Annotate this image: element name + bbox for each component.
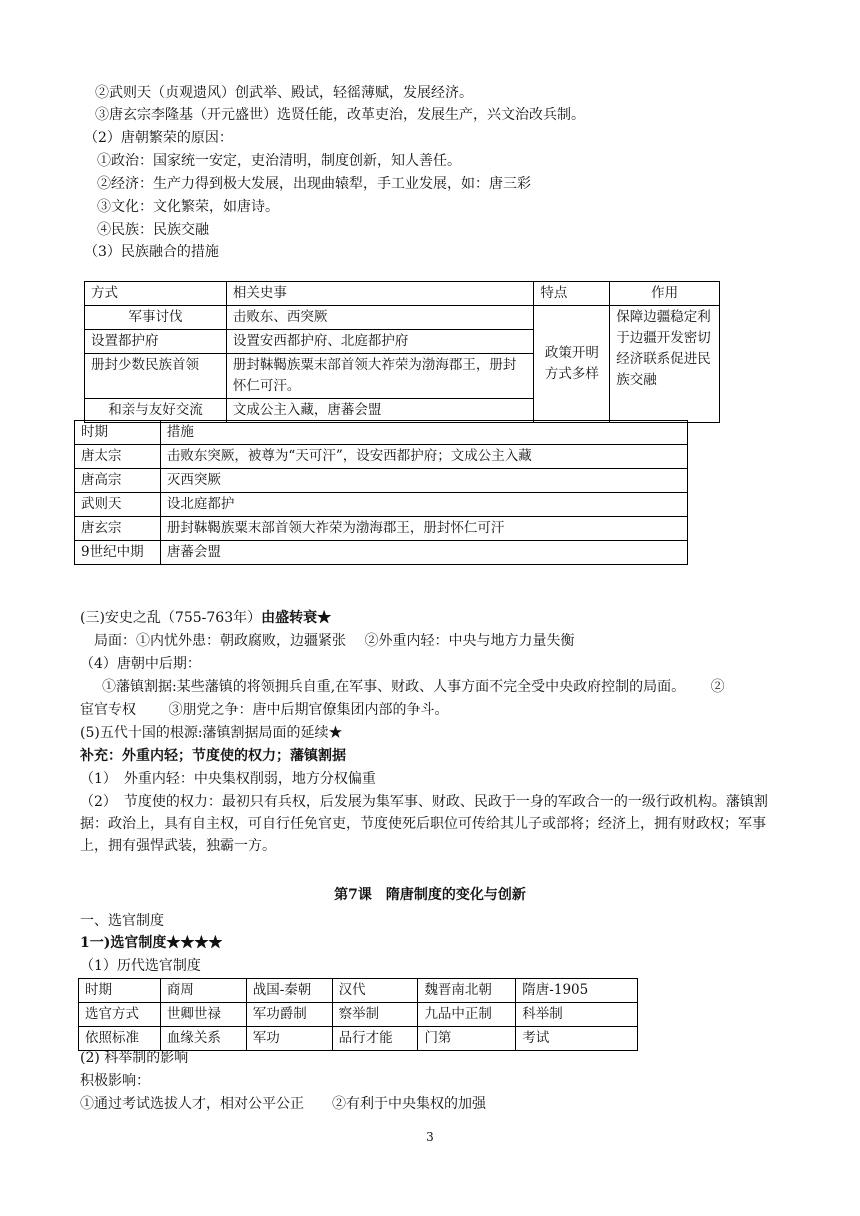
table-cell: 册封靺鞨族粟末部首领大祚荣为渤海郡王，册封怀仁可汗。 — [226, 354, 534, 399]
table-cell: 世卿世禄 — [160, 1003, 246, 1027]
feature-cell: 政策开明方式多样 — [534, 306, 610, 423]
text-line: ③文化：文化繁荣，如唐诗。 — [97, 199, 279, 215]
table-header: 特点 — [534, 282, 610, 306]
table-cell: 唐蕃会盟 — [160, 541, 687, 565]
effect-cell: 保障边疆稳定利于边疆开发密切经济联系促进民族交融 — [610, 306, 720, 423]
section-heading-emphasis: 由盛转衰★ — [261, 610, 332, 626]
table-cell: 军功爵制 — [246, 1003, 332, 1027]
text-line: ③唐玄宗李隆基（开元盛世）选贤任能，改革吏治，发展生产，兴文治改兵制。 — [95, 107, 585, 123]
text-line: （1）历代选官制度 — [80, 958, 201, 974]
table-cell: 和亲与友好交流 — [85, 399, 227, 423]
table-cell: 灭西突厥 — [160, 469, 687, 493]
table-cell: 9世纪中期 — [75, 541, 161, 565]
sub-heading: 1一)选官制度★★★★ — [80, 935, 223, 951]
text-line: ②武则天（贞观遗风）创武举、殿试，轻徭薄赋，发展经济。 — [95, 85, 473, 101]
table-header: 措施 — [160, 421, 687, 445]
table-cell: 科举制 — [516, 1003, 638, 1027]
table-cell: 汉代 — [332, 979, 418, 1003]
table-cell: 魏晋南北朝 — [418, 979, 516, 1003]
table-header: 作用 — [610, 282, 720, 306]
table-cell: 隋唐-1905 — [516, 979, 638, 1003]
table-cell: 时期 — [79, 979, 161, 1003]
paragraph: （2） 节度使的权力：最初只有兵权，后发展为集军事、财政、民政于一身的军政合一的一级行政机构。藩镇割据：政治上，具有自主权，可自行任免官吏，节度使死后职位可传给其儿子或部将；经济上，拥有财政权；军事上，拥有强悍武装，独霸一方。 — [80, 794, 768, 854]
table-cell: 击败东、西突厥 — [226, 306, 534, 330]
text-line: 局面：①内忧外患：朝政腐败，边疆紧张 ②外重内轻：中央与地方力量失衡 — [94, 633, 575, 649]
text-line: ①通过考试选拔人才，相对公平公正 ②有利于中央集权的加强 — [80, 1096, 486, 1112]
table-cell: 册封少数民族首领 — [85, 354, 227, 399]
table-cell: 战国-秦朝 — [246, 979, 332, 1003]
table-cell: 军功 — [246, 1027, 332, 1051]
table-cell: 依照标准 — [79, 1027, 161, 1051]
period-measures-table — [74, 420, 688, 565]
table-cell: 唐高宗 — [75, 469, 161, 493]
table-header: 相关史事 — [226, 282, 534, 306]
table-cell: 门第 — [418, 1027, 516, 1051]
table-cell: 血缘关系 — [160, 1027, 246, 1051]
table-cell: 文成公主入藏，唐蕃会盟 — [226, 399, 534, 423]
text-line: ①政治：国家统一安定，吏治清明，制度创新，知人善任。 — [97, 153, 461, 169]
table-cell: 商周 — [160, 979, 246, 1003]
table-cell: 军事讨伐 — [85, 306, 227, 330]
text-line: (5)五代十国的根源:藩镇割据局面的延续★ — [80, 725, 343, 741]
page-number: 3 — [426, 1130, 434, 1144]
section-heading — [80, 607, 331, 629]
lesson-title: 第7课 隋唐制度的变化与创新 — [334, 887, 526, 903]
table-cell: 设置安西都护府、北庭都护府 — [226, 330, 534, 354]
table-cell: 武则天 — [75, 493, 161, 517]
ethnic-measures-table — [84, 281, 720, 423]
table-header: 时期 — [75, 421, 161, 445]
text-line: ②经济：生产力得到极大发展，出现曲辕犁，手工业发展，如：唐三彩 — [97, 176, 531, 192]
table-cell: 唐玄宗 — [75, 517, 161, 541]
table-cell: 品行才能 — [332, 1027, 418, 1051]
text-line: ①藩镇割据:某些藩镇的将领拥兵自重,在军事、财政、人事方面不完全受中央政府控制的局面。 ② — [102, 679, 725, 695]
table-cell: 唐太宗 — [75, 445, 161, 469]
text-line: 宦官专权 ③朋党之争：唐中后期官僚集团内部的争斗。 — [80, 702, 449, 718]
text-line: 一、选官制度 — [80, 913, 164, 929]
text-line: （4）唐朝中后期： — [80, 656, 201, 672]
table-cell: 考试 — [516, 1027, 638, 1051]
text-line: （2）唐朝繁荣的原因： — [84, 130, 233, 146]
table-cell: 击败东突厥，被尊为“天可汗”，设安西都护府；文成公主入藏 — [160, 445, 687, 469]
text-line: ④民族：民族交融 — [97, 222, 209, 238]
text-line: （1） 外重内轻：中央集权削弱，地方分权偏重 — [80, 771, 376, 787]
table-cell: 选官方式 — [79, 1003, 161, 1027]
table-cell: 察举制 — [332, 1003, 418, 1027]
text-line: （3）民族融合的措施 — [84, 244, 219, 260]
official-selection-table — [78, 978, 638, 1051]
table-header: 方式 — [85, 282, 227, 306]
table-cell: 九品中正制 — [418, 1003, 516, 1027]
section-heading-part: (三)安史之乱（755-763年） — [80, 610, 262, 626]
text-line: 积极影响： — [80, 1073, 150, 1089]
text-line: (2) 科举制的影响 — [80, 1050, 189, 1066]
table-cell: 设置都护府 — [85, 330, 227, 354]
supplement-heading: 补充：外重内轻；节度使的权力；藩镇割据 — [80, 748, 346, 764]
table-cell: 册封靺鞨族粟末部首领大祚荣为渤海郡王，册封怀仁可汗 — [160, 517, 687, 541]
table-cell: 设北庭都护 — [160, 493, 687, 517]
